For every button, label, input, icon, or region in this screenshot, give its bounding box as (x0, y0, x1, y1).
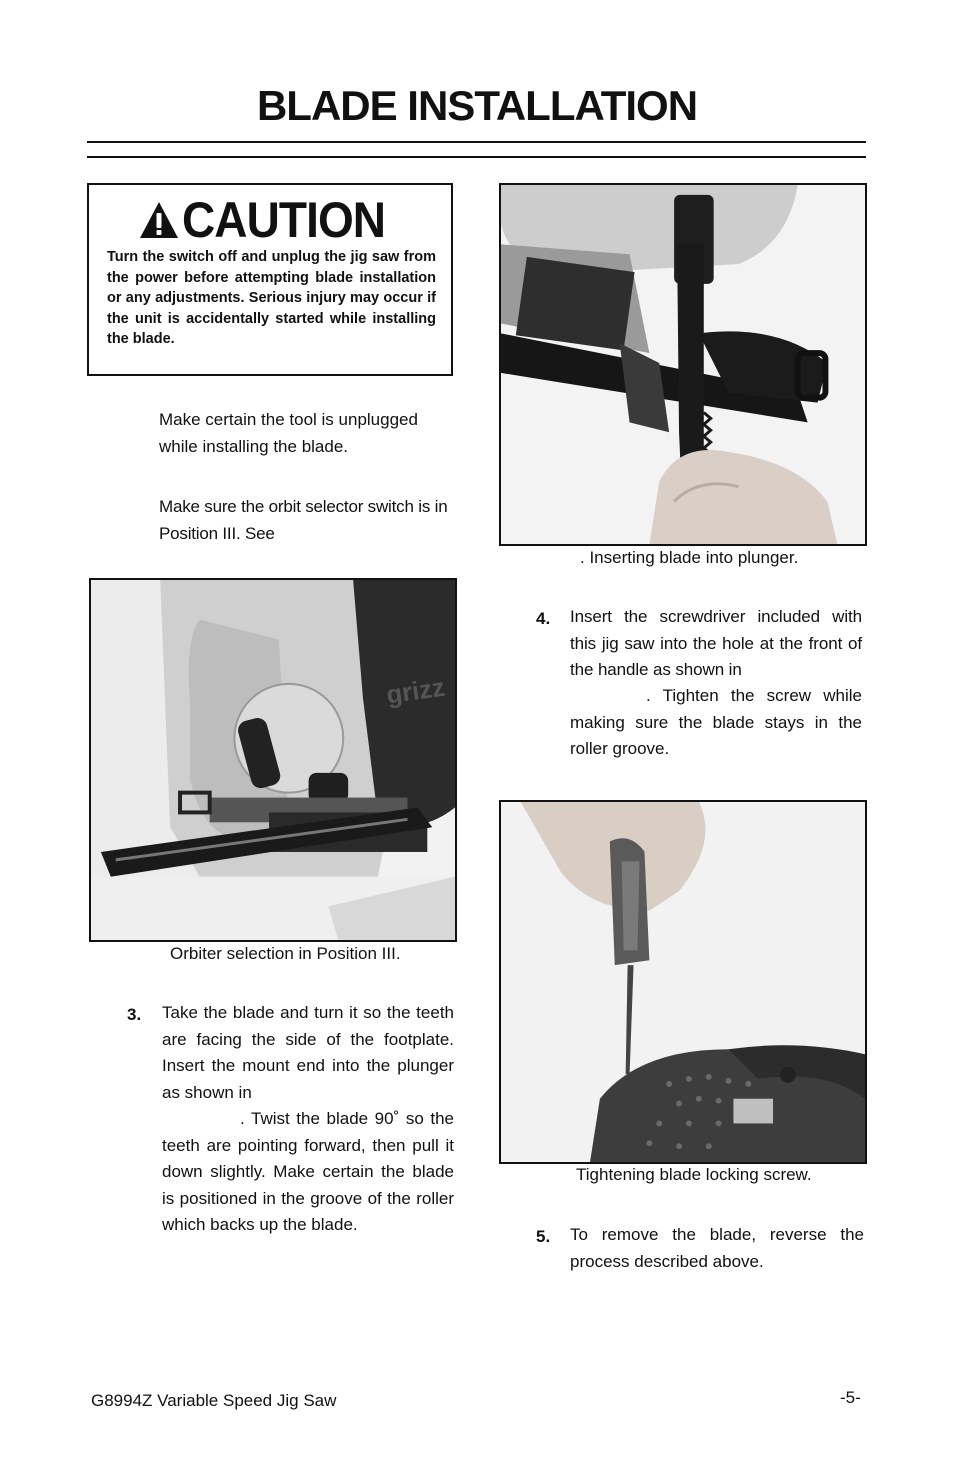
orbit-photo-caption: Orbiter selection in Position III. (170, 944, 401, 963)
title-rule-bottom (87, 156, 866, 158)
caution-title: CAUTION (181, 192, 385, 248)
title-rule-top (87, 141, 866, 143)
plunger-photo (499, 183, 867, 546)
step-1-text: Make certain the tool is unplugged while installing the blade. (159, 410, 418, 456)
caution-box (87, 183, 453, 376)
warning-triangle-icon (138, 200, 180, 240)
step-5-text: To remove the blade, reverse the process described above. (570, 1225, 864, 1271)
caution-header (89, 191, 451, 249)
step-3-number: 3. (127, 1005, 142, 1024)
screw-photo-caption: Tightening blade locking screw. (576, 1165, 812, 1184)
screwdriver-photo (499, 800, 867, 1164)
step-4-text-a: Insert the screwdriver included with this jig saw into the hole at the front of the handle as shown in (570, 607, 862, 679)
step-4-text-b: . Tighten the screw while making sure the blade stays in the roller groove. (570, 686, 862, 758)
page-title: BLADE INSTALLATION (256, 82, 698, 129)
step-2-text: Make sure the orbit selector switch is in Position III. See (159, 497, 448, 543)
page-number: -5- (840, 1388, 861, 1407)
step-3-text-a: Take the blade and turn it so the teeth are facing the side of the footplate. Insert the mount end into the plunger as shown in (162, 1003, 454, 1102)
caution-text: Turn the switch off and unplug the jig saw from the power before attempting blade installation or any adjustments. Serious injury may occur if the unit is accidentally started while installing the blade. (107, 249, 436, 347)
step-5-number: 5. (536, 1227, 551, 1246)
step-3-text-b: . Twist the blade 90˚ so the teeth are pointing forward, then pull it down slightly. Make certain the blade is positioned in the groove of the roller which backs up the blade. (162, 1109, 454, 1234)
plunger-photo-caption: . Inserting blade into plunger. (580, 548, 799, 567)
svg-text:grizz: grizz (384, 673, 447, 710)
footer-model-name: G8994Z Variable Speed Jig Saw (91, 1391, 337, 1410)
step-4-number: 4. (536, 609, 551, 628)
orbit-selector-photo (89, 578, 457, 942)
